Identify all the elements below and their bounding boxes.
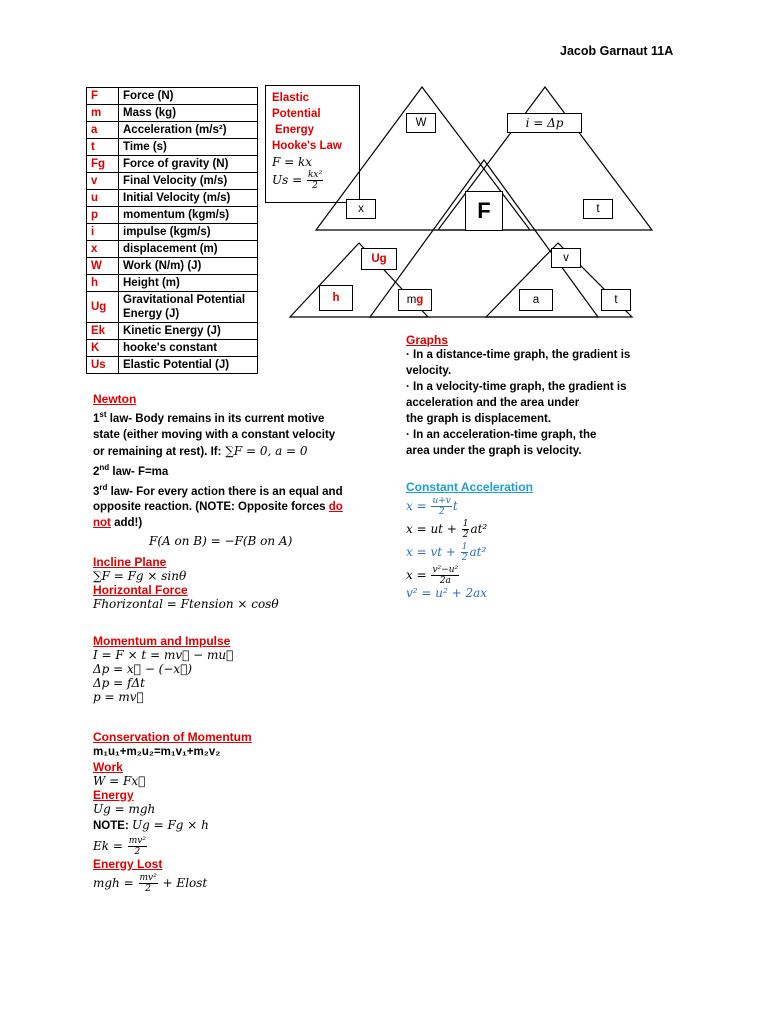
graphs-line: · In a velocity-time graph, the gradient is <box>406 381 627 393</box>
incline-equation: ∑F = Fg × sinθ <box>93 569 187 583</box>
symbol-cell: m <box>87 105 119 122</box>
label-t2: t <box>601 289 631 311</box>
gpe-note: NOTE: Ug = Fg × h <box>93 818 209 832</box>
gpe-equation: Ug = mgh <box>93 802 156 816</box>
energy-title: Energy <box>93 788 134 802</box>
symbol-cell: F <box>87 88 119 105</box>
label-x: x <box>346 199 376 219</box>
description-cell: Elastic Potential (J) <box>119 357 258 374</box>
symbol-row <box>87 357 258 374</box>
symbol-cell: W <box>87 258 119 275</box>
kinetic-energy-equation: Ek = $\frac{\text{mv²}}{2}$ <box>93 836 146 857</box>
incline-section <box>93 555 383 611</box>
symbol-cell: h <box>87 275 119 292</box>
impulse-equation: I = F × t = mv⃗ − mu⃗ <box>93 648 234 662</box>
work-equation: W = Fx⃗ <box>93 774 146 788</box>
hookes-law-label: Hooke's Law <box>272 140 342 152</box>
label-t: t <box>583 199 613 219</box>
description-cell: displacement (m) <box>119 241 258 258</box>
symbol-row <box>87 340 258 357</box>
symbol-cell: Fg <box>87 156 119 173</box>
graphs-line: area under the graph is velocity. <box>406 445 582 457</box>
energy-lost-equation: mgh = $\frac{\text{mv²}}{2}$ + Elost <box>93 873 208 894</box>
author-name: Jacob Garnaut 11A <box>560 44 674 58</box>
hooke-equation: F = kx <box>272 155 313 169</box>
symbol-cell: i <box>87 224 119 241</box>
description-cell: Work (N/m) (J) <box>119 258 258 275</box>
delta-p-equation-1: Δp = x⃗ − (−x⃗) <box>93 662 193 676</box>
symbol-cell: x <box>87 241 119 258</box>
graphs-title: Graphs <box>406 333 449 347</box>
label-ug: Ug <box>361 248 397 270</box>
description-cell: Force of gravity (N) <box>119 156 258 173</box>
symbol-cell: Ek <box>87 323 119 340</box>
label-w: W <box>406 113 436 133</box>
newton-section <box>93 391 383 549</box>
description-cell: Gravitational Potential Energy (J) <box>119 292 258 323</box>
newton-third-law-equation: F(A on B) = −F(B on A) <box>149 534 293 549</box>
conservation-title: Conservation of Momentum <box>93 730 252 744</box>
momentum-section <box>93 634 383 704</box>
description-cell: Height (m) <box>119 275 258 292</box>
symbol-cell: p <box>87 207 119 224</box>
description-cell: Time (s) <box>119 139 258 156</box>
newton-second-law: 2nd law- F=ma <box>93 462 169 478</box>
description-cell: Mass (kg) <box>119 105 258 122</box>
elastic-title-3: Energy <box>275 124 314 136</box>
graphs-line: velocity. <box>406 365 452 377</box>
symbol-cell: t <box>87 139 119 156</box>
graphs-line: · In an acceleration-time graph, the <box>406 429 597 441</box>
newton-third-law-2: opposite reaction. (NOTE: Opposite forces do <box>93 501 343 514</box>
description-cell: impulse (kgm/s) <box>119 224 258 241</box>
description-cell: hooke's constant <box>119 340 258 357</box>
newton-third-law-3: not add!) <box>93 517 143 530</box>
label-v: v <box>551 248 581 268</box>
momentum-equation: p = mv⃗ <box>93 690 144 704</box>
elastic-title-1: Elastic <box>272 92 310 104</box>
delta-p-equation-2: Δp = fΔt <box>93 676 145 690</box>
constant-acceleration-title: Constant Acceleration <box>406 480 533 494</box>
eq-v-squared: v² = u² + 2ax <box>406 586 488 600</box>
horizontal-force-equation: Fhorizontal = Ftension × cosθ <box>93 597 279 611</box>
eq-x-v2: x = $\frac{\text{v²−u²}}{2a}$ <box>406 565 459 586</box>
newton-first-law-2: state (either moving with a constant velocity <box>93 428 336 441</box>
formula-triangles <box>0 0 768 330</box>
graphs-line: · In a distance-time graph, the gradient is <box>406 349 631 361</box>
newton-first-law: 1st law- Body remains in its current motive <box>93 410 325 425</box>
label-a: a <box>519 289 553 311</box>
description-cell: Force (N) <box>119 88 258 105</box>
conservation-section <box>93 730 383 894</box>
elastic-title-2: Potential <box>272 108 321 120</box>
description-cell: momentum (kgm/s) <box>119 207 258 224</box>
symbol-cell: u <box>87 190 119 207</box>
description-cell: Kinetic Energy (J) <box>119 323 258 340</box>
elastic-energy-equation: Us = $\frac{\text{kx²}}{2}$ <box>272 170 323 191</box>
symbol-cell: Us <box>87 357 119 374</box>
description-cell: Initial Velocity (m/s) <box>119 190 258 207</box>
description-cell: Acceleration (m/s²) <box>119 122 258 139</box>
symbol-cell: K <box>87 340 119 357</box>
momentum-title: Momentum and Impulse <box>93 634 231 648</box>
newton-title: Newton <box>93 392 137 406</box>
eq-x-vt: x = vt + $\frac{1}{2}$ at² <box>406 542 487 563</box>
graphs-line: acceleration and the area under <box>406 397 580 409</box>
label-force: F <box>465 191 503 231</box>
graphs-section <box>406 333 656 459</box>
label-impulse: i = Δp <box>507 113 582 133</box>
graphs-line: the graph is displacement. <box>406 413 552 425</box>
graphs-text <box>406 347 656 459</box>
incline-title: Incline Plane <box>93 555 167 569</box>
description-cell: Final Velocity (m/s) <box>119 173 258 190</box>
symbol-cell: v <box>87 173 119 190</box>
label-h: h <box>319 285 353 311</box>
conservation-equation: m₁u₁+m₂u₂=m₁v₁+m₂v₂ <box>93 746 221 758</box>
work-title: Work <box>93 760 123 774</box>
symbol-cell: a <box>87 122 119 139</box>
eq-x-average: x = $\frac{u+v}{2}$ t <box>406 496 458 517</box>
label-mg: mg <box>398 289 432 311</box>
newton-first-law-3: or remaining at rest). If: ∑F = 0, a = 0 <box>93 443 308 458</box>
horizontal-force-title: Horizontal Force <box>93 583 188 597</box>
constant-acceleration-section <box>406 480 656 600</box>
eq-x-ut: x = ut + $\frac{1}{2}$ at² <box>406 519 488 540</box>
symbol-cell: Ug <box>87 292 119 323</box>
newton-third-law: 3rd law- For every action there is an equal and <box>93 482 343 498</box>
energy-lost-title: Energy Lost <box>93 857 163 871</box>
